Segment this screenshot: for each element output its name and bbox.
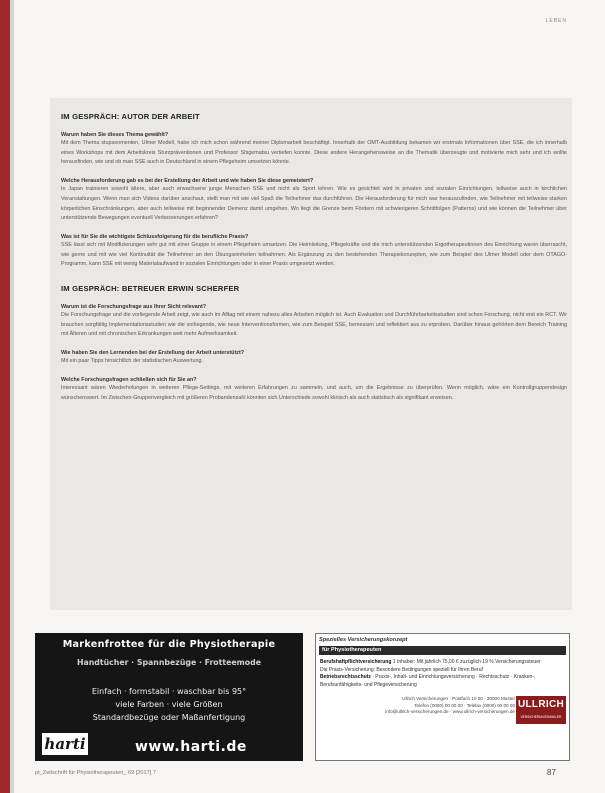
answer: SSE lässt sich mit Modifizierungen sehr gut mit einer Gruppe in einem Pflegeheim umsetzen. Die Heimleitung, Pflegekräfte und die mich unterstützenden Ergotherapeutinnen des Einrichtung waren überrascht, wie gerne und mit wie viel Kontinuität die Teilnehmer an den Übungseinheiten teilnahmen. Als Ergänzung zu den bestehenden Therapiekonzepten, wie zum Beispiel des Ulmer Modell oder dem OTAGO-Programm, kann SSE mit wenig Materialaufwand in sozialen Einrichtungen oder in einer Praxis umgesetzt werden. bbox=[61, 242, 567, 268]
binding-shadow bbox=[10, 0, 14, 793]
ad-line-bold: Berufshaftpflichtversicherung bbox=[320, 659, 392, 665]
answer: Mit dem Thema stupsenmenten, Ulmer Modell, habe ich mich schon während meiner Diplomarbeit beschäftigt. Innerhalb der OMT-Ausbildung bekamen wir erstmals Informationen über SSE, die ich innerhalb eines Workshops mit dem Arbeitskreis Sturzpräventionen und Professor Shigematsu vertiefen konnte. Diese andere Herangehensweise an die Thematik überzeugte und motivierte mich sehr und ich wollte herausfinden, wie und ob man SSE auch in Deutschland in einem Pflegeheim umsetzen könnte. bbox=[61, 140, 567, 166]
ad-title: Markenfrottee für die Physiotherapie bbox=[62, 639, 276, 650]
ad-body bbox=[35, 685, 303, 724]
ad-contact bbox=[365, 696, 515, 716]
left-accent-bar bbox=[0, 0, 10, 793]
ad-header: Spezielles Versicherungskonzept bbox=[319, 637, 408, 643]
logo-subtitle: VERSICHERUNGSMAKLER bbox=[520, 715, 562, 719]
contact-link[interactable]: info@ullrich-versicherungen.de · www.ullrich-versicherungen.de bbox=[385, 709, 515, 715]
contact-line: Ullrich Versicherungen · Postfach 10 00 · 30000 Muster bbox=[402, 696, 515, 701]
interview-heading-supervisor: IM GESPRÄCH: BETREUER ERWIN SCHERFER bbox=[61, 283, 240, 293]
answer: In Japan trainieren sowohl ältere, aber auch erwachsene junge Menschen SSE und nicht als Sport lehren. Wie es gesichtet wird in privaten und sozialen Einrichtungen, teilweise auch in kirchlichen Veranstaltungen. Wenn man sich Videos darüber anschaut, stellt man mit wie viel Spaß die Teilnehmer das durchführen. Die Herausforderung für mich war herauszufinden, wie Teilnehmer mit teilweise starken körperlichen Einschränkungen, aber auch teilweise mit beginnender Demenz damit umgehen. Wo liegt die Grenze beim Fördern mit schwierigeren Schrittfolgen (Patterns) und wie können die Teilnehmer über unterstützende Bewegungen eventuell Verbesserungen erfahren? bbox=[61, 186, 567, 222]
question: Warum haben Sie dieses Thema gewählt? bbox=[61, 132, 169, 138]
ad-line: Standardbezüge oder Maßanfertigung bbox=[92, 713, 246, 722]
ad-url-link[interactable]: www.harti.de bbox=[135, 739, 247, 755]
question: Warum ist die Forschungsfrage aus Ihrer Sicht relevant? bbox=[61, 303, 207, 310]
ad-line-bold: Betriebsrechtsschutz bbox=[320, 674, 371, 680]
ad-bar: für Physiotherapeuten bbox=[319, 646, 566, 655]
ad-line bbox=[320, 659, 560, 667]
ad-line: Die Praxis-Versicherung: Besondere Bedingungen speziell für Ihren Beruf bbox=[320, 666, 483, 673]
harti-logo: harti bbox=[42, 733, 88, 755]
ad-line bbox=[320, 674, 560, 689]
ad-line-text: 1 Inhaber: Mit jährlich 75,00 € zuzüglich 19 % Versicherungssteuer bbox=[391, 659, 541, 665]
harti-advertisement[interactable] bbox=[35, 633, 303, 761]
answer: Die Forschungsfrage und die vorliegende Arbeit zeigt, wie auch im Alltag mit einem nahezu alles Arbeiten möglich ist. Auch Evaluation und Durchführbarkeitsstudien sind schon Forschung, nicht erst ein RCT. Wir brauchen sorgfältig Implementationsstudien wie die vorliegende, wie neue Interventionsformen, wie zum Beispiel SSE, bemessen und reflektiert aus zu erproben. Darüber hinaus gehörten dem Bereich Training mit Älteren und mit chronischen Erkrankungen weit mehr Aufmerksamkeit. bbox=[61, 312, 567, 338]
ad-line: Einfach · formstabil · waschbar bis 95° bbox=[91, 687, 247, 696]
question: Welche Herausforderung gab es bei der Erstellung der Arbeit und wie haben Sie diese gemeistert? bbox=[61, 178, 314, 185]
ad-line: viele Farben · viele Größen bbox=[115, 700, 223, 709]
answer: Interessant wären Wiederholungen in weiteren Pflege-Settings, mit weiteren Erfahrungen zu sammeln, und auch, um die Ergebnisse zu überprüfen. Wenn möglich, wäre ein Kontrollgruppendesign wünschenswert. Im Zwischen-Gruppenvergleich mit größeren Probandenzahl könnten sich Unterschiede sowohl klinisch als auch statistisch als signifikant erweisen. bbox=[61, 385, 567, 401]
footer-journal: pt_Zeitschrift für Physiotherapeuten_ 69 [2017] 7 bbox=[35, 770, 156, 776]
question: Welche Forschungsfragen schließen sich für Sie an? bbox=[61, 376, 197, 383]
question: Wie haben Sie den Lernenden bei der Erstellung der Arbeit unterstützt? bbox=[61, 349, 245, 356]
ullrich-advertisement[interactable] bbox=[315, 633, 570, 761]
page-number: 87 bbox=[547, 768, 556, 777]
answer: Mit ein paar Tipps hinsichtlich der statistischen Auswertung. bbox=[61, 358, 204, 365]
interview-heading-author: IM GESPRÄCH: AUTOR DER ARBEIT bbox=[61, 112, 200, 121]
ad-line-text: · Praxis-, Inhalt- und Einrichtungsversicherung · Rechtsschutz · Kranken-, Berufsunfähigkeits- und Pflegeversicherung bbox=[320, 674, 536, 688]
ad-subtitle: Handtücher · Spannbezüge · Frotteemode bbox=[76, 658, 262, 667]
section-label: LEBEN bbox=[545, 18, 567, 24]
contact-line: Telefon (0000) 00 00 00 · Telefax (0000) 00 00 00 bbox=[414, 702, 515, 708]
interview-content bbox=[61, 112, 567, 412]
ad-body bbox=[320, 659, 560, 689]
question: Was ist für Sie die wichtigste Schlussfolgerung für die berufliche Praxis? bbox=[61, 233, 249, 240]
logo-name: ULLRICH bbox=[518, 699, 564, 710]
ullrich-logo bbox=[516, 696, 566, 724]
